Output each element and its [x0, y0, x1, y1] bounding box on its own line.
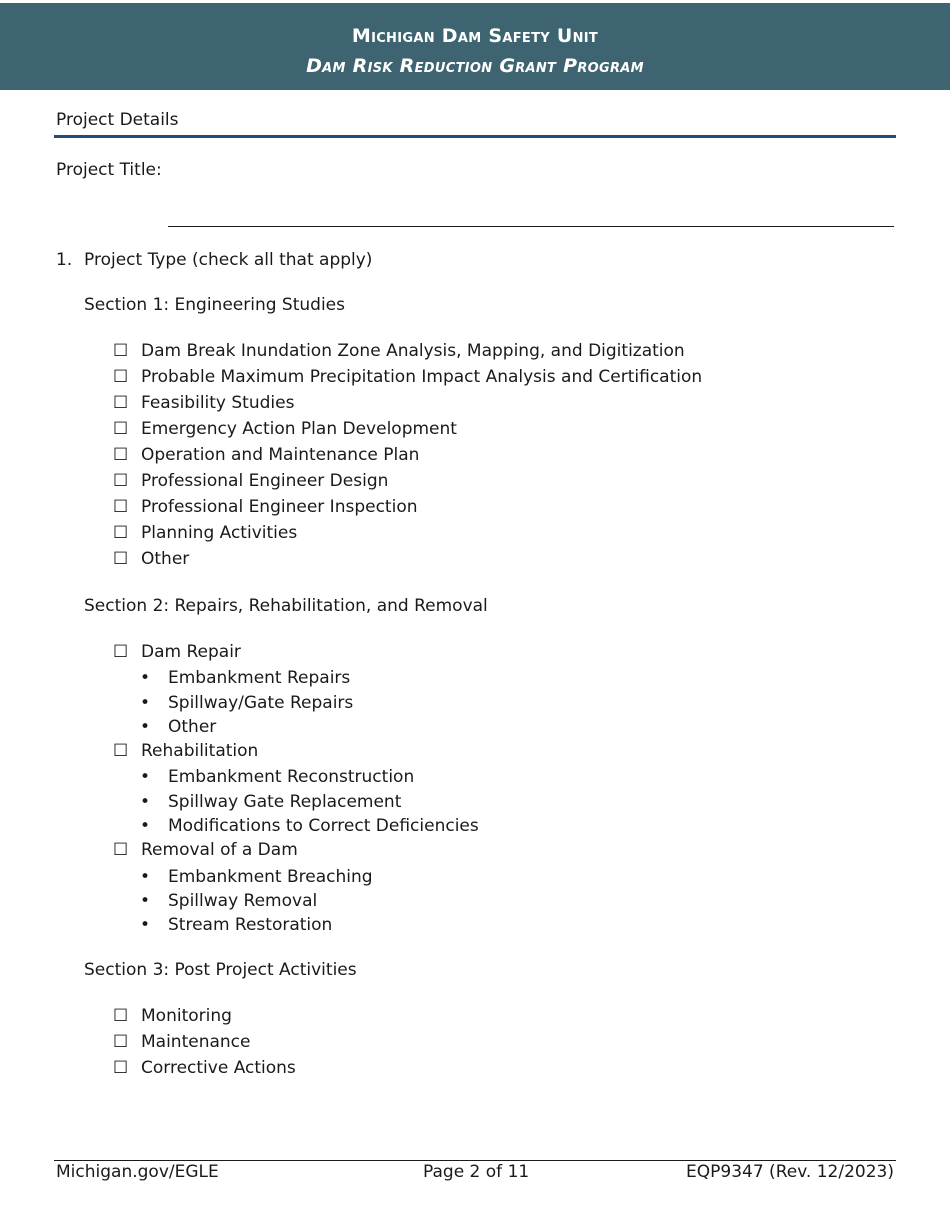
section-divider: [54, 135, 896, 138]
checkbox-label: Emergency Action Plan Development: [141, 419, 457, 439]
bullet-label: Spillway Gate Replacement: [168, 792, 402, 812]
section3-heading: Section 3: Post Project Activities: [84, 960, 357, 980]
checkbox-label: Professional Engineer Inspection: [141, 497, 418, 517]
section1-heading: Section 1: Engineering Studies: [84, 295, 345, 315]
checkbox-icon[interactable]: ☐: [113, 419, 129, 439]
bullet-icon: •: [140, 693, 151, 713]
checkbox-icon[interactable]: ☐: [113, 1006, 129, 1026]
bullet-icon: •: [140, 668, 151, 688]
checkbox-icon[interactable]: ☐: [113, 549, 129, 569]
checkbox-icon[interactable]: ☐: [113, 341, 129, 361]
bullet-label: Spillway Removal: [168, 891, 318, 911]
bullet-label: Embankment Reconstruction: [168, 767, 415, 787]
checkbox-icon[interactable]: ☐: [113, 840, 129, 860]
checkbox-label: Dam Repair: [141, 642, 241, 662]
checkbox-label: Rehabilitation: [141, 741, 259, 761]
form-number: EQP9347 (Rev. 12/2023): [686, 1162, 894, 1182]
question-number: 1.: [56, 250, 73, 270]
checkbox-icon[interactable]: ☐: [113, 523, 129, 543]
program-title: Dam Risk Reduction Grant Program: [306, 55, 644, 77]
section-heading: Project Details: [56, 110, 179, 130]
section2-heading: Section 2: Repairs, Rehabilitation, and Removal: [84, 596, 488, 616]
bullet-icon: •: [140, 867, 151, 887]
bullet-icon: •: [140, 717, 151, 737]
checkbox-label: Other: [141, 549, 190, 569]
footer-divider: [54, 1160, 896, 1161]
agency-title: Michigan Dam Safety Unit: [351, 25, 599, 47]
bullet-icon: •: [140, 767, 151, 787]
checkbox-label: Removal of a Dam: [141, 840, 298, 860]
project-title-field[interactable]: [168, 226, 894, 227]
checkbox-label: Probable Maximum Precipitation Impact Analysis and Certification: [141, 367, 703, 387]
checkbox-icon[interactable]: ☐: [113, 1032, 129, 1052]
checkbox-label: Maintenance: [141, 1032, 251, 1052]
bullet-icon: •: [140, 891, 151, 911]
checkbox-label: Planning Activities: [141, 523, 298, 543]
footer-website: Michigan.gov/EGLE: [56, 1162, 219, 1182]
checkbox-icon[interactable]: ☐: [113, 393, 129, 413]
checkbox-label: Dam Break Inundation Zone Analysis, Mapping, and Digitization: [141, 341, 685, 361]
checkbox-icon[interactable]: ☐: [113, 741, 129, 761]
checkbox-label: Corrective Actions: [141, 1058, 296, 1078]
checkbox-icon[interactable]: ☐: [113, 642, 129, 662]
bullet-icon: •: [140, 792, 151, 812]
bullet-label: Stream Restoration: [168, 915, 333, 935]
checkbox-icon[interactable]: ☐: [113, 471, 129, 491]
checkbox-label: Operation and Maintenance Plan: [141, 445, 420, 465]
bullet-label: Other: [168, 717, 217, 737]
bullet-icon: •: [140, 816, 151, 836]
checkbox-icon[interactable]: ☐: [113, 497, 129, 517]
header-banner: [0, 3, 950, 90]
bullet-label: Embankment Breaching: [168, 867, 373, 887]
checkbox-icon[interactable]: ☐: [113, 367, 129, 387]
checkbox-icon[interactable]: ☐: [113, 445, 129, 465]
question-text: Project Type (check all that apply): [84, 250, 373, 270]
bullet-label: Modifications to Correct Deficiencies: [168, 816, 479, 836]
checkbox-icon[interactable]: ☐: [113, 1058, 129, 1078]
checkbox-label: Feasibility Studies: [141, 393, 295, 413]
project-title-label: Project Title:: [56, 160, 162, 180]
checkbox-label: Monitoring: [141, 1006, 232, 1026]
bullet-icon: •: [140, 915, 151, 935]
checkbox-label: Professional Engineer Design: [141, 471, 389, 491]
page-number: Page 2 of 11: [423, 1162, 530, 1182]
bullet-label: Embankment Repairs: [168, 668, 351, 688]
bullet-label: Spillway/Gate Repairs: [168, 693, 354, 713]
